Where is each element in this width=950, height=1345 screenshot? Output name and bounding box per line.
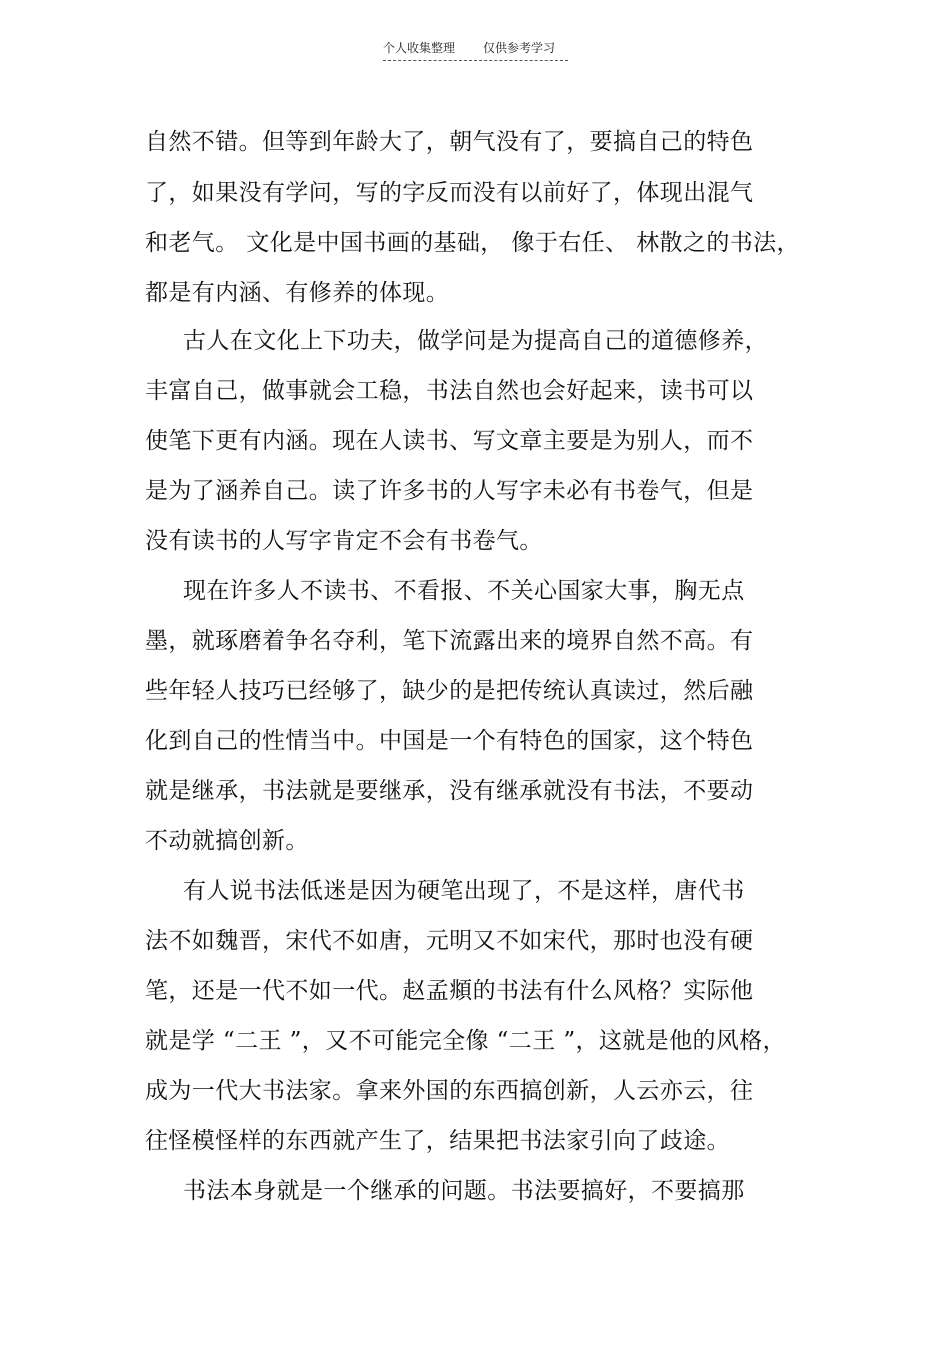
text-line: 和老气。 文化是中国书画的基础， 像于右任、 林散之的书法， (145, 230, 800, 256)
text-line: 都是有内涵、有修养的体现。 (145, 280, 450, 306)
text-line: 丰富自己，做事就会工稳，书法自然也会好起来，读书可以 (145, 378, 754, 404)
paragraph-first-line: 现在许多人不读书、不看报、不关心国家大事，胸无点 (183, 578, 745, 604)
text-line: 就是继承，书法就是要继承，没有继承就没有书法，不要动 (145, 778, 754, 804)
text-line: 成为一代大书法家。拿来外国的东西搞创新，人云亦云，往 (145, 1078, 754, 1104)
text-line: 些年轻人技巧已经够了，缺少的是把传统认真读过，然后融 (145, 678, 754, 704)
text-line: 是为了涵养自己。读了许多书的人写字未必有书卷气，但是 (145, 478, 754, 504)
text-line: 就是学 “二王 ”，又不可能完全像 “二王 ”，这就是他的风格， (145, 1028, 787, 1054)
paragraph-first-line: 古人在文化上下功夫，做学问是为提高自己的道德修养， (183, 328, 768, 354)
text-line: 往怪模怪样的东西就产生了，结果把书法家引向了歧途。 (145, 1128, 730, 1154)
text-line: 使笔下更有内涵。现在人读书、写文章主要是为别人，而不 (145, 428, 754, 454)
text-line: 没有读书的人写字肯定不会有书卷气。 (145, 528, 543, 554)
text-line: 法不如魏晋，宋代不如唐，元明又不如宋代，那时也没有硬 (145, 928, 754, 954)
text-line: 自然不错。但等到年龄大了，朝气没有了，要搞自己的特色 (145, 129, 754, 155)
text-line: 了，如果没有学问，写的字反而没有以前好了，体现出混气 (145, 180, 754, 206)
text-line: 墨，就琢磨着争名夺利，笔下流露出来的境界自然不高。有 (145, 628, 754, 654)
header-right-text: 仅供参考学习 (483, 41, 556, 55)
paragraph-first-line: 书法本身就是一个继承的问题。书法要搞好，不要搞那 (183, 1178, 745, 1204)
text-line: 化到自己的性情当中。中国是一个有特色的国家，这个特色 (145, 728, 754, 754)
paragraph-first-line: 有人说书法低迷是因为硬笔出现了，不是这样，唐代书 (183, 878, 745, 904)
text-line: 笔，还是一代不如一代。赵孟頫的书法有什么风格？实际他 (145, 978, 754, 1004)
text-line: 不动就搞创新。 (145, 828, 309, 854)
header-left-text: 个人收集整理 (383, 41, 456, 55)
